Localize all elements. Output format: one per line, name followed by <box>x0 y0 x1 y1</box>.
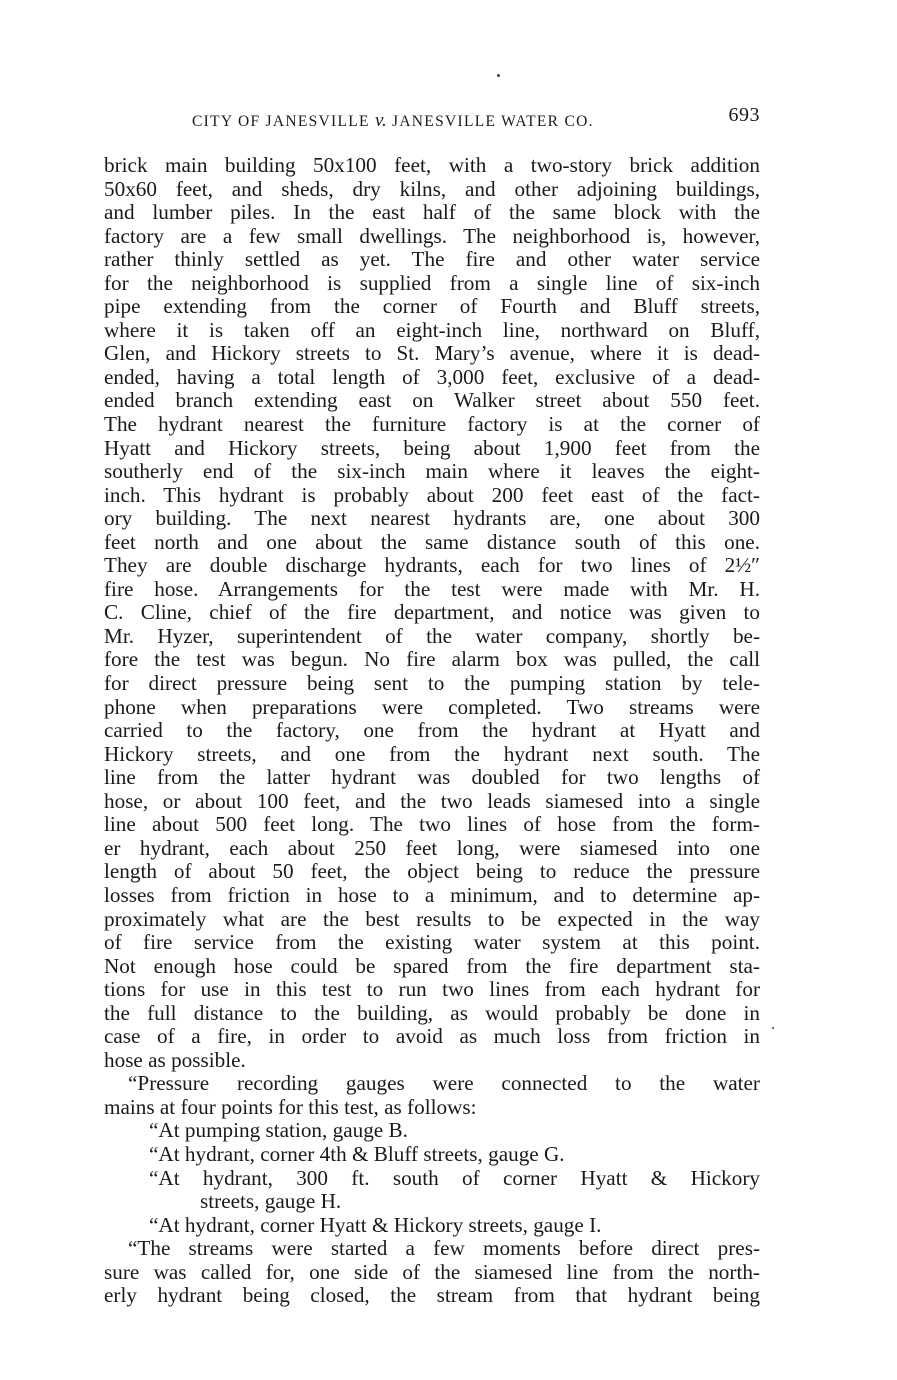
running-title-left: CITY OF JANESVILLE <box>192 113 370 130</box>
text-line: 50x60 feet, and sheds, dry kilns, and other adjoining buildings, <box>104 176 760 201</box>
text-line: hose, or about 100 feet, and the two leads siamesed into a single <box>104 788 760 813</box>
gauge-list-item: “At hydrant, corner 4th & Bluff streets, gauge G. <box>149 1141 565 1166</box>
text-line: and lumber piles. In the east half of the same block with the <box>104 200 760 225</box>
text-line: er hydrant, each about 250 feet long, were siamesed into one <box>104 835 760 860</box>
text-line: mains at four points for this test, as follows: <box>104 1094 477 1119</box>
text-line: erly hydrant being closed, the stream from that hydrant being <box>104 1283 760 1308</box>
text-line: fore the test was begun. No fire alarm box was pulled, the call <box>104 647 760 672</box>
text-line: of fire service from the existing water system at this point. <box>104 930 760 955</box>
text-line: length of about 50 feet, the object being to reduce the pressure <box>104 859 760 884</box>
text-line: inch. This hydrant is probably about 200 feet east of the fact- <box>104 482 760 507</box>
text-line: Not enough hose could be spared from the fire department sta- <box>104 953 760 978</box>
scan-speck <box>772 1027 774 1029</box>
text-line: where it is taken off an eight-inch line, northward on Bluff, <box>104 317 760 342</box>
text-line: feet north and one about the same distance south of this one. <box>104 529 760 554</box>
text-line: Hickory streets, and one from the hydrant next south. The <box>104 741 760 766</box>
text-line: line about 500 feet long. The two lines of hose from the form- <box>104 812 760 837</box>
text-line: case of a fire, in order to avoid as much loss from friction in <box>104 1024 760 1049</box>
text-line: hose as possible. <box>104 1047 246 1072</box>
text-line: pipe extending from the corner of Fourth and Bluff streets, <box>104 294 760 319</box>
text-line: “The streams were started a few moments before direct pres- <box>128 1236 760 1261</box>
text-line: sure was called for, one side of the siamesed line from the north- <box>104 1259 760 1284</box>
text-line: ory building. The next nearest hydrants are, one about 300 <box>104 506 760 531</box>
text-line: line from the latter hydrant was doubled for two lengths of <box>104 765 760 790</box>
text-line: for the neighborhood is supplied from a single line of six-inch <box>104 270 760 295</box>
text-line: fire hose. Arrangements for the test were made with Mr. H. <box>104 576 760 601</box>
text-line: ended, having a total length of 3,000 feet, exclusive of a dead- <box>104 364 760 389</box>
text-line: Mr. Hyzer, superintendent of the water company, shortly be- <box>104 623 760 648</box>
gauge-list-item: “At hydrant, 300 ft. south of corner Hyatt & Hickory <box>149 1165 760 1190</box>
text-line: rather thinly settled as yet. The fire and other water service <box>104 247 760 272</box>
text-line: carried to the factory, one from the hydrant at Hyatt and <box>104 718 760 743</box>
running-title <box>192 110 594 132</box>
running-title-right: JANESVILLE WATER CO. <box>391 113 594 130</box>
scan-speck <box>497 74 500 77</box>
gauge-list-item: “At hydrant, corner Hyatt & Hickory streets, gauge I. <box>149 1212 602 1237</box>
text-line: ended branch extending east on Walker street about 550 feet. <box>104 388 760 413</box>
text-line: proximately what are the best results to be expected in the way <box>104 906 760 931</box>
text-line: tions for use in this test to run two lines from each hydrant for <box>104 977 760 1002</box>
gauge-list-item: “At pumping station, gauge B. <box>149 1118 408 1143</box>
text-line: the full distance to the building, as would probably be done in <box>104 1000 760 1025</box>
text-line: losses from friction in hose to a minimum, and to determine ap- <box>104 882 760 907</box>
text-line: The hydrant nearest the furniture factory is at the corner of <box>104 412 760 437</box>
running-head <box>104 104 764 132</box>
text-line: phone when preparations were completed. Two streams were <box>104 694 760 719</box>
gauge-list-item-continued: streets, gauge H. <box>200 1189 342 1214</box>
page-number: 693 <box>728 104 760 126</box>
text-line: factory are a few small dwellings. The neighborhood is, however, <box>104 223 760 248</box>
running-title-versus: v. <box>375 110 387 131</box>
text-line: Glen, and Hickory streets to St. Mary’s avenue, where it is dead- <box>104 341 760 366</box>
text-line: They are double discharge hydrants, each for two lines of 2½″ <box>104 553 760 578</box>
text-line: C. Cline, chief of the fire department, and notice was given to <box>104 600 760 625</box>
text-line: southerly end of the six-inch main where it leaves the eight- <box>104 459 760 484</box>
text-line: “Pressure recording gauges were connected to the water <box>128 1071 760 1096</box>
text-line: brick main building 50x100 feet, with a two-story brick addition <box>104 153 760 177</box>
text-line: Hyatt and Hickory streets, being about 1,900 feet from the <box>104 435 760 460</box>
body-text <box>104 154 760 1308</box>
text-line: for direct pressure being sent to the pumping station by tele- <box>104 671 760 696</box>
